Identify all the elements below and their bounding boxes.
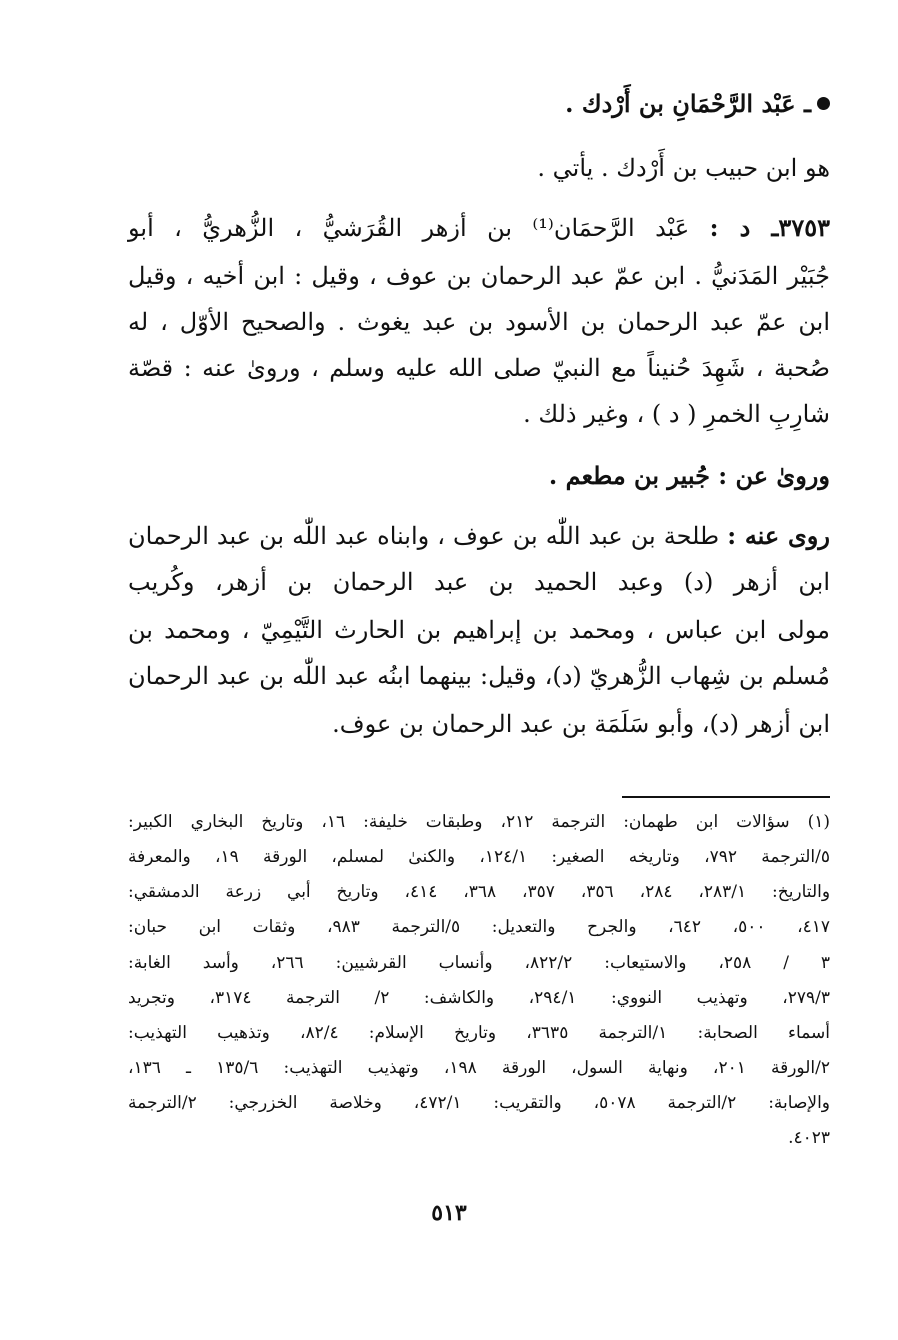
entry-number: ٣٧٥٣ [778, 213, 830, 242]
rawa-anhu-line-5: ابن أزهر (د)، وأبو سَلَمَة بن عبد الرحمان بن عوف. [332, 710, 830, 738]
rawa-anhu-line-2: ابن أزهر (د) وعبد الحميد بن عبد الرحمان بن أزهر، وكُريب [128, 568, 831, 596]
page-number: ٥١٣ [431, 1200, 467, 1226]
footnote-line: (١) سؤالات ابن طهمان: الترجمة ٢١٢، وطبقات خليفة: ١٦، وتاريخ البخاري الكبير: [128, 812, 831, 832]
entry-3753-line-3: ابن عمّ عبد الرحمان بن الأسود بن عبد يغوث . والصحيح الأوّل ، له [128, 308, 830, 336]
footnote-line: ٢/الورقة ٢٠١، ونهاية السول، الورقة ١٩٨، وتهذيب التهذيب: ١٣٥/٦ ـ ١٣٦، [128, 1058, 830, 1078]
footnote-line: أسماء الصحابة: ١/الترجمة ٣٦٣٥، وتاريخ الإسلام: ٨٢/٤، وتذهيب التهذيب: [128, 1023, 831, 1043]
footnote-line: ٥/الترجمة ٧٩٢، وتاريخه الصغير: ١٢٤/١، والكنىٰ لمسلم، الورقة ١٩، والمعرفة [128, 847, 831, 867]
rawa-anhu-line-4: مُسلم بن شِهاب الزُّهريّ (د)، وقيل: بينهما ابنُه عبد اللّٰه بن عبد الرحمان [128, 662, 830, 690]
footnote-line: ٢٧٩/٣، وتهذيب النووي: ٢٩٤/١، والكاشف: ٢/ الترجمة ٣١٧٤، وتجريد [128, 988, 830, 1008]
rawa-anhu-text: طلحة بن عبد اللّٰه بن عوف ، وابناه عبد اللّٰه بن عبد الرحمان [128, 522, 720, 550]
footnote-line: ٤١٧، ٥٠٠، ٦٤٢، والجرح والتعديل: ٥/الترجمة ٩٨٣، وثقات ابن حبان: [128, 917, 831, 937]
footnote-line: ٣ / ٢٥٨، والاستيعاب: ٨٢٢/٢، وأنساب القرشيين: ٢٦٦، وأسد الغابة: [128, 953, 830, 973]
footnote-line: والتاريخ: ٢٨٣/١، ٢٨٤، ٣٥٦، ٣٥٧، ٣٦٨، ٤١٤، وتاريخ أبي زرعة الدمشقي: [128, 882, 831, 902]
rawa-anhu-line-3: مولى ابن عباس ، ومحمد بن إبراهيم بن الحارث التَّيْمِيّ ، ومحمد بن [128, 616, 830, 644]
entry-heading-note: هو ابن حبيب بن أَرْدك . يأتي . [537, 154, 830, 182]
rawa-an-line: ورویٰ عن : جُبير بن مطعم . [548, 461, 830, 490]
entry-heading-name: ـ عَبْد الرَّحْمَانِ بن أَرْدك . [565, 89, 811, 118]
entry-3753-line-4: صُحبة ، شَهِدَ حُنيناً مع النبيّ صلى الله عليه وسلم ، وروىٰ عنه : قصّة [128, 354, 830, 382]
rawa-anhu-line-1 [128, 516, 830, 556]
entry-sigla: ـ د : [709, 213, 779, 242]
footnote-separator [622, 796, 830, 798]
entry-text: عَبْد الرَّحمَان⁽¹⁾ بن أزهر القُرَشيُّ ، الزُّهريُّ ، أبو [128, 214, 690, 242]
entry-heading [128, 84, 830, 124]
entry-3753-line-2: جُبَيْر المَدَنيُّ . ابن عمّ عبد الرحمان بن عوف ، وقيل : ابن أخيه ، وقيل [128, 262, 830, 290]
rawa-anhu-label: روى عنه : [727, 521, 830, 550]
entry-3753-line-1 [128, 208, 830, 248]
footnote-line: ٤٠٢٣. [788, 1128, 830, 1148]
footnote-line: والإصابة: ٢/الترجمة ٥٠٧٨، والتقريب: ٤٧٢/١، وخلاصة الخزرجي: ٢/الترجمة [128, 1093, 831, 1113]
entry-3753-line-5: شارِبِ الخمرِ ( د ) ، وغير ذلك . [523, 400, 830, 428]
bullet-icon [817, 97, 830, 110]
